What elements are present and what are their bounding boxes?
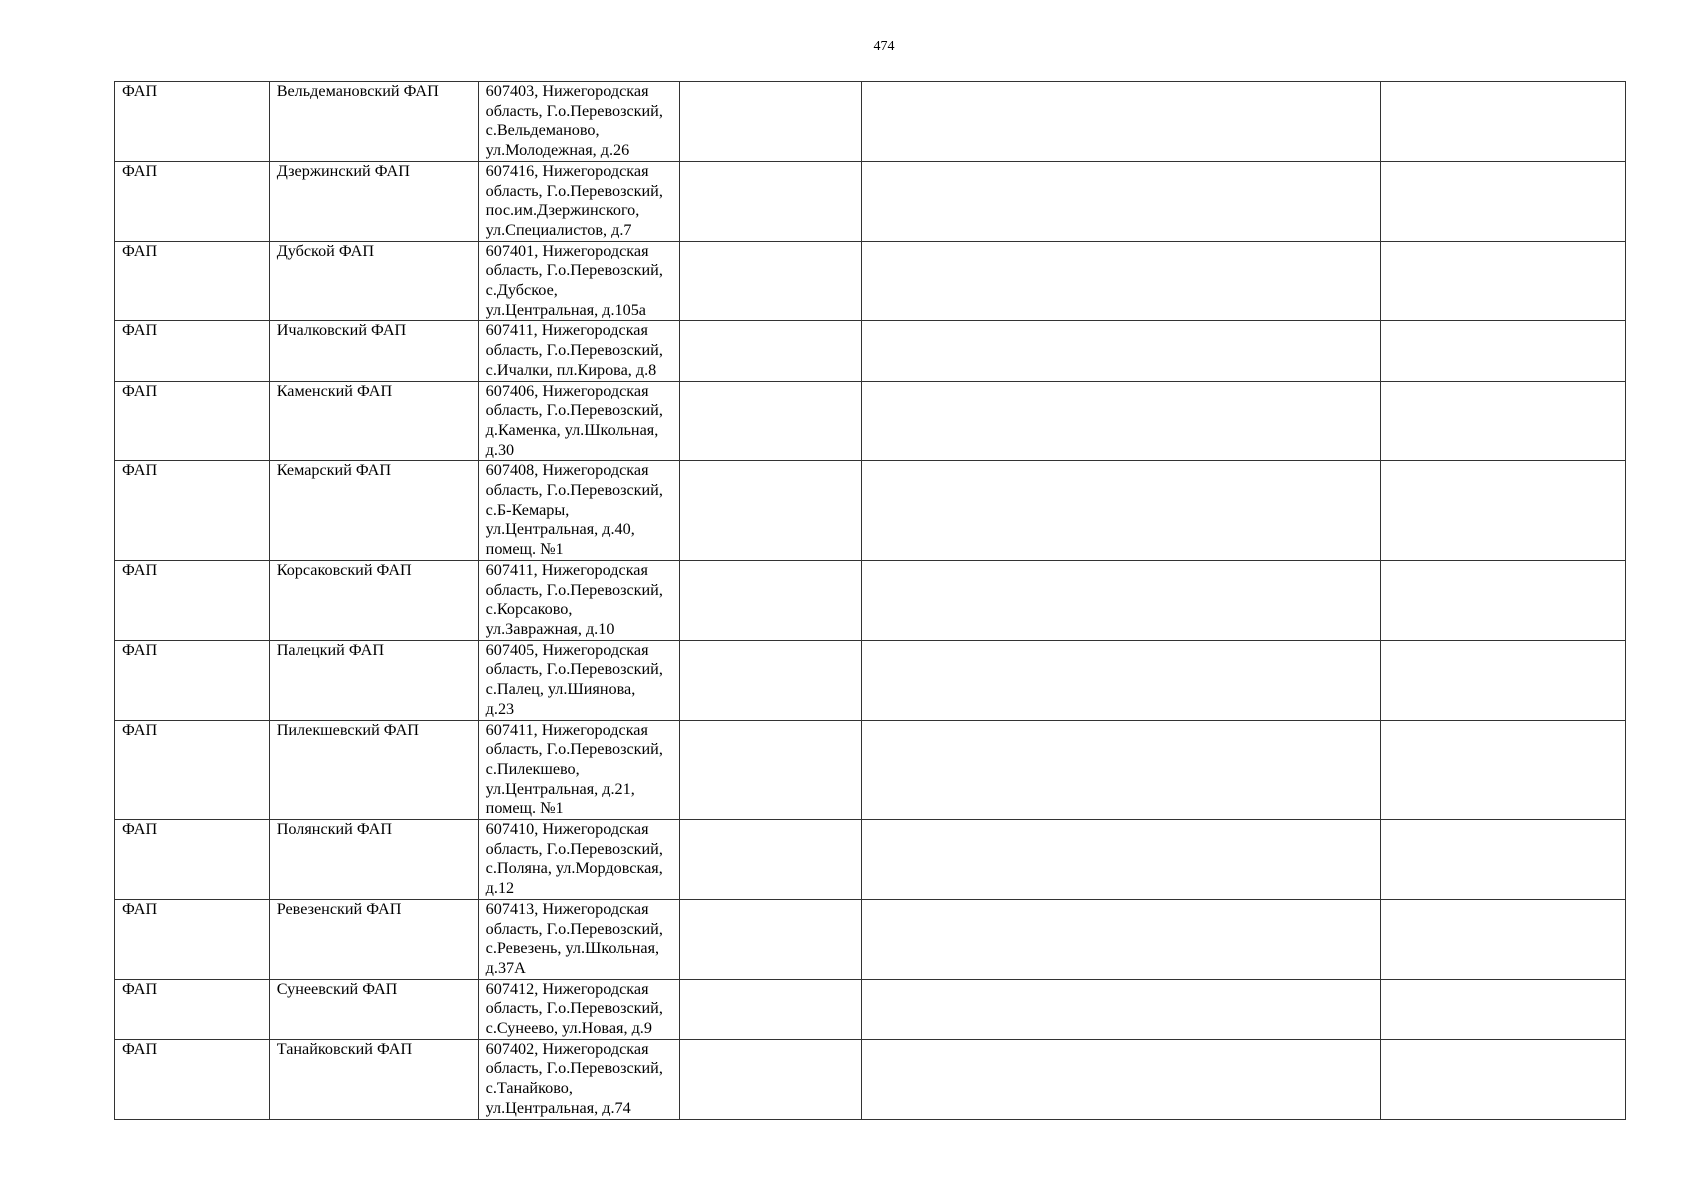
empty-cell-6 xyxy=(1380,979,1625,1039)
facility-type: ФАП xyxy=(122,241,158,260)
empty-cell-6 xyxy=(1380,720,1625,820)
facility-address-line: 607402, Нижегородская xyxy=(485,1039,649,1058)
facility-address-line: область, Г.о.Перевозский, xyxy=(485,181,663,200)
facility-name: Кемарский ФАП xyxy=(276,461,392,480)
facility-address-line: область, Г.о.Перевозский, xyxy=(485,740,663,759)
facility-address-line: 607413, Нижегородская xyxy=(485,899,649,918)
facility-type-cell xyxy=(115,161,270,241)
facility-type: ФАП xyxy=(122,82,158,100)
facility-address-cell xyxy=(478,381,679,461)
facility-type: ФАП xyxy=(122,381,158,400)
empty-cell-4 xyxy=(679,321,862,381)
facility-address-line: область, Г.о.Перевозский, xyxy=(485,919,663,938)
facility-address-cell xyxy=(478,1039,679,1119)
empty-cell-4 xyxy=(679,979,862,1039)
empty-cell-6 xyxy=(1380,1039,1625,1119)
empty-cell-5 xyxy=(862,381,1380,461)
empty-cell-5 xyxy=(862,640,1380,720)
facility-name-cell xyxy=(269,899,478,979)
facility-address-line: 607411, Нижегородская xyxy=(485,560,648,579)
table-row xyxy=(115,640,1626,720)
empty-cell-5 xyxy=(862,720,1380,820)
facility-name-cell xyxy=(269,241,478,321)
facility-address-cell xyxy=(478,979,679,1039)
facility-address-cell xyxy=(478,161,679,241)
facility-address-cell xyxy=(478,560,679,640)
empty-cell-4 xyxy=(679,161,862,241)
facility-address-line: ул.Центральная, д.74 xyxy=(485,1098,631,1117)
empty-cell-4 xyxy=(679,381,862,461)
table-row xyxy=(115,979,1626,1039)
facility-address-line: область, Г.о.Перевозский, xyxy=(485,401,663,420)
facilities-table xyxy=(114,81,1626,1120)
facility-type: ФАП xyxy=(122,1039,158,1058)
facility-type-cell xyxy=(115,461,270,561)
facility-address-cell xyxy=(478,461,679,561)
facility-address-line: с.Б-Кемары, xyxy=(485,500,570,519)
facility-type-cell xyxy=(115,640,270,720)
facility-address-line: с.Ревезень, ул.Школьная, xyxy=(485,939,660,958)
facility-type-cell xyxy=(115,720,270,820)
facility-type: ФАП xyxy=(122,899,158,918)
facility-address-cell xyxy=(478,321,679,381)
facility-address-line: область, Г.о.Перевозский, xyxy=(485,999,663,1018)
facility-address-line: с.Сунеево, ул.Новая, д.9 xyxy=(485,1019,652,1038)
empty-cell-6 xyxy=(1380,381,1625,461)
facility-address-line: пос.им.Дзержинского, xyxy=(485,201,640,220)
facility-address-line: д.23 xyxy=(485,699,515,718)
empty-cell-6 xyxy=(1380,241,1625,321)
table-row xyxy=(115,321,1626,381)
facility-name-cell xyxy=(269,82,478,162)
empty-cell-4 xyxy=(679,82,862,162)
empty-cell-6 xyxy=(1380,161,1625,241)
facility-name: Пилекшевский ФАП xyxy=(276,720,419,739)
facility-address-line: с.Поляна, ул.Мордовская, xyxy=(485,859,663,878)
facility-type: ФАП xyxy=(122,979,158,998)
facility-name: Ревезенский ФАП xyxy=(276,899,402,918)
facility-type-cell xyxy=(115,899,270,979)
table-row xyxy=(115,899,1626,979)
facility-name: Танайковский ФАП xyxy=(276,1039,413,1058)
facility-name: Ичалковский ФАП xyxy=(276,321,407,340)
facility-address-line: ул.Специалистов, д.7 xyxy=(485,220,632,239)
facility-name-cell xyxy=(269,820,478,900)
empty-cell-4 xyxy=(679,720,862,820)
facility-address-cell xyxy=(478,640,679,720)
facility-address-line: с.Дубское, xyxy=(485,281,558,300)
facility-address-line: 607412, Нижегородская xyxy=(485,979,649,998)
facility-address-line: 607406, Нижегородская xyxy=(485,381,649,400)
empty-cell-5 xyxy=(862,899,1380,979)
facility-address-line: с.Ичалки, пл.Кирова, д.8 xyxy=(485,360,657,379)
facility-address-line: область, Г.о.Перевозский, xyxy=(485,261,663,280)
table-row xyxy=(115,1039,1626,1119)
empty-cell-4 xyxy=(679,560,862,640)
facility-address-line: ул.Молодежная, д.26 xyxy=(485,141,630,160)
empty-cell-5 xyxy=(862,461,1380,561)
facility-address-line: д.37А xyxy=(485,958,526,977)
facility-type: ФАП xyxy=(122,321,158,340)
empty-cell-4 xyxy=(679,241,862,321)
facility-name-cell xyxy=(269,461,478,561)
table-row xyxy=(115,560,1626,640)
empty-cell-5 xyxy=(862,161,1380,241)
facility-type-cell xyxy=(115,560,270,640)
facility-address-cell xyxy=(478,82,679,162)
facility-address-line: помещ. №1 xyxy=(485,540,564,559)
facility-name-cell xyxy=(269,1039,478,1119)
table-row xyxy=(115,820,1626,900)
table-row xyxy=(115,461,1626,561)
facility-address-line: область, Г.о.Перевозский, xyxy=(485,341,663,360)
table-row xyxy=(115,720,1626,820)
facility-name-cell xyxy=(269,640,478,720)
empty-cell-5 xyxy=(862,560,1380,640)
facility-address-line: ул.Завражная, д.10 xyxy=(485,619,615,638)
facility-address-line: 607416, Нижегородская xyxy=(485,161,649,180)
facility-name-cell xyxy=(269,720,478,820)
facility-address-cell xyxy=(478,820,679,900)
empty-cell-4 xyxy=(679,899,862,979)
facility-address-cell xyxy=(478,720,679,820)
facility-type-cell xyxy=(115,1039,270,1119)
facility-address-line: д.Каменка, ул.Школьная, xyxy=(485,420,659,439)
empty-cell-5 xyxy=(862,820,1380,900)
empty-cell-6 xyxy=(1380,640,1625,720)
empty-cell-5 xyxy=(862,241,1380,321)
facility-type-cell xyxy=(115,820,270,900)
facility-type-cell xyxy=(115,241,270,321)
facility-address-line: д.30 xyxy=(485,440,515,459)
facility-type: ФАП xyxy=(122,161,158,180)
facility-address-line: с.Пилекшево, xyxy=(485,759,580,778)
facility-type-cell xyxy=(115,82,270,162)
facility-type-cell xyxy=(115,321,270,381)
facility-address-line: ул.Центральная, д.105а xyxy=(485,300,646,319)
facility-address-line: область, Г.о.Перевозский, xyxy=(485,660,663,679)
table-row xyxy=(115,381,1626,461)
empty-cell-5 xyxy=(862,321,1380,381)
empty-cell-4 xyxy=(679,461,862,561)
empty-cell-4 xyxy=(679,640,862,720)
empty-cell-5 xyxy=(862,1039,1380,1119)
facility-type: ФАП xyxy=(122,640,158,659)
empty-cell-6 xyxy=(1380,820,1625,900)
facility-address-line: область, Г.о.Перевозский, xyxy=(485,839,663,858)
facility-type: ФАП xyxy=(122,720,158,739)
facility-address-line: помещ. №1 xyxy=(485,799,564,818)
empty-cell-5 xyxy=(862,979,1380,1039)
empty-cell-6 xyxy=(1380,82,1625,162)
empty-cell-5 xyxy=(862,82,1380,162)
facility-address-line: 607410, Нижегородская xyxy=(485,820,649,839)
table-row xyxy=(115,241,1626,321)
facility-address-line: область, Г.о.Перевозский, xyxy=(485,1059,663,1078)
facility-address-line: с.Палец, ул.Шиянова, xyxy=(485,680,636,699)
facility-type: ФАП xyxy=(122,461,158,480)
facility-address-line: с.Корсаково, xyxy=(485,600,573,619)
facility-name: Дубской ФАП xyxy=(276,241,375,260)
table-row xyxy=(115,161,1626,241)
facility-name-cell xyxy=(269,161,478,241)
facility-address-line: область, Г.о.Перевозский, xyxy=(485,101,663,120)
facilities-table-body xyxy=(115,82,1626,1120)
facility-name-cell xyxy=(269,979,478,1039)
facility-name: Корсаковский ФАП xyxy=(276,560,412,579)
facility-address-cell xyxy=(478,899,679,979)
facility-address-line: с.Вельдеманово, xyxy=(485,121,600,140)
facility-type: ФАП xyxy=(122,560,158,579)
facility-name: Полянский ФАП xyxy=(276,820,393,839)
facility-address-line: д.12 xyxy=(485,879,515,898)
empty-cell-6 xyxy=(1380,321,1625,381)
facility-address-line: ул.Центральная, д.21, xyxy=(485,779,635,798)
facility-name: Каменский ФАП xyxy=(276,381,393,400)
facility-name-cell xyxy=(269,321,478,381)
empty-cell-4 xyxy=(679,1039,862,1119)
empty-cell-6 xyxy=(1380,899,1625,979)
facility-address-line: 607411, Нижегородская xyxy=(485,321,648,340)
facility-address-line: 607401, Нижегородская xyxy=(485,241,649,260)
facility-address-cell xyxy=(478,241,679,321)
page-number: 474 xyxy=(873,39,895,54)
facility-address-line: 607411, Нижегородская xyxy=(485,720,648,739)
facility-address-line: область, Г.о.Перевозский, xyxy=(485,481,663,500)
facility-type-cell xyxy=(115,979,270,1039)
facility-address-line: 607403, Нижегородская xyxy=(485,82,649,100)
empty-cell-6 xyxy=(1380,560,1625,640)
facility-address-line: с.Танайково, xyxy=(485,1079,573,1098)
facility-name: Палецкий ФАП xyxy=(276,640,385,659)
facility-address-line: 607408, Нижегородская xyxy=(485,461,649,480)
table-row xyxy=(115,82,1626,162)
empty-cell-4 xyxy=(679,820,862,900)
empty-cell-6 xyxy=(1380,461,1625,561)
facility-name: Дзержинский ФАП xyxy=(276,161,410,180)
facility-name: Вельдемановский ФАП xyxy=(276,82,439,100)
facility-address-line: область, Г.о.Перевозский, xyxy=(485,580,663,599)
facility-address-line: 607405, Нижегородская xyxy=(485,640,649,659)
facility-type: ФАП xyxy=(122,820,158,839)
facility-name: Сунеевский ФАП xyxy=(276,979,398,998)
facility-name-cell xyxy=(269,381,478,461)
facility-address-line: ул.Центральная, д.40, xyxy=(485,520,635,539)
facility-type-cell xyxy=(115,381,270,461)
facility-name-cell xyxy=(269,560,478,640)
